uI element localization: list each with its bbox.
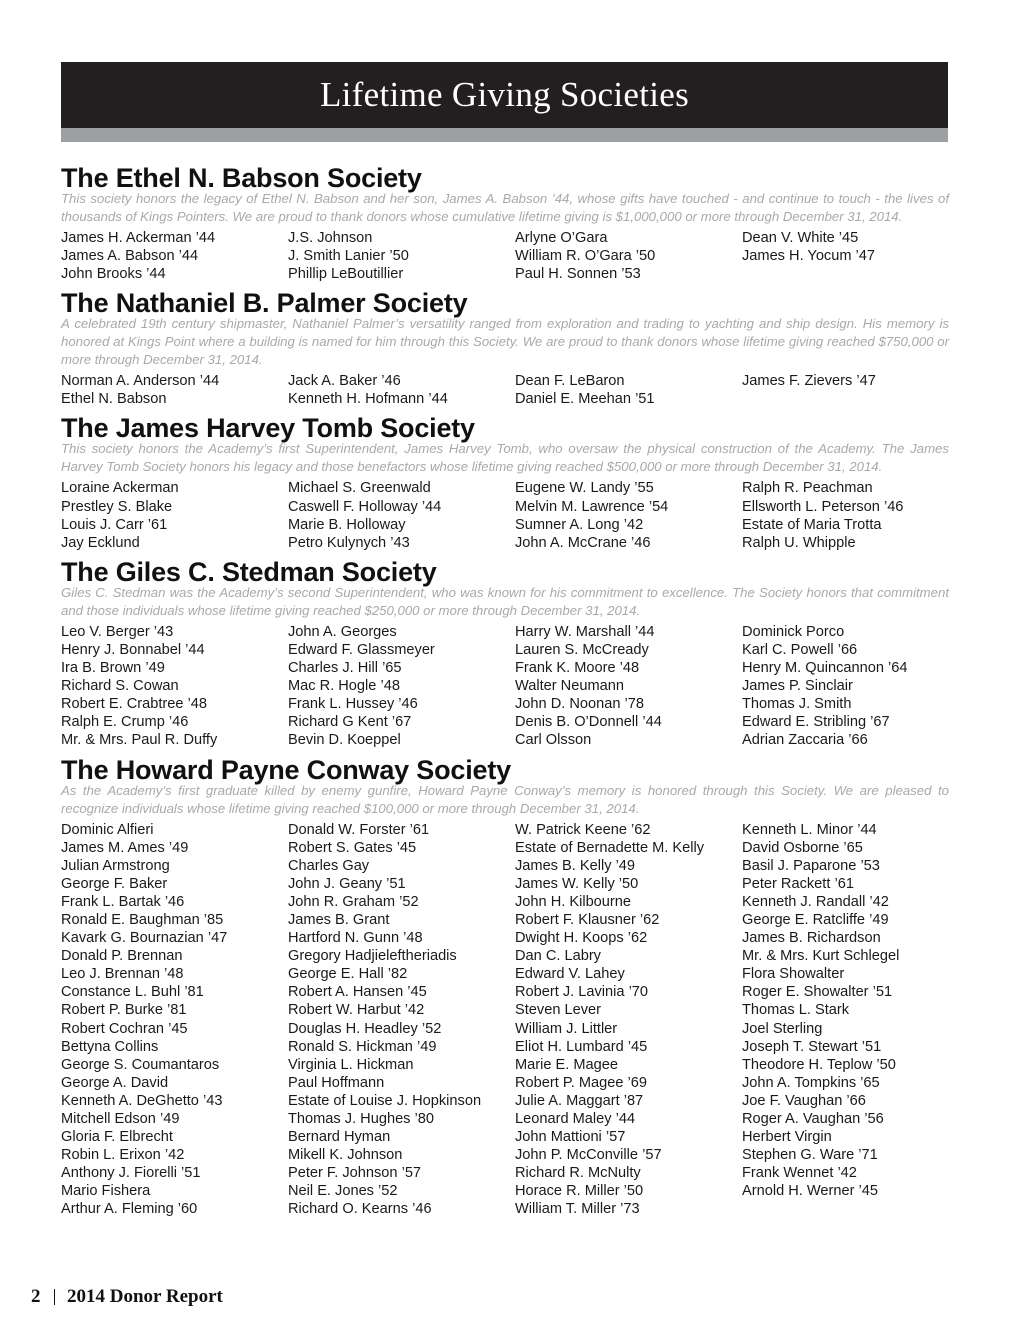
donor-name: Hartford N. Gunn ’48 [288,930,423,947]
donor-name: George E. Hall ’82 [288,966,408,983]
donor-name: Robert A. Hansen ’45 [288,984,427,1001]
society-section [61,755,949,1219]
donor-name: Dean F. LeBaron [515,373,625,390]
donor-name: Paul H. Sonnen ’53 [515,266,641,283]
donor-name: James H. Yocum ’47 [742,248,876,265]
donor-name: Charles Gay [288,857,370,874]
donor-name: Virginia L. Hickman [288,1056,414,1073]
donor-name-grid [61,623,949,750]
donor-name: Robert W. Harbut ’42 [288,1002,425,1019]
donor-name: James B. Grant [288,911,390,928]
donor-name: Dominic Alfieri [61,821,154,838]
donor-name: Frank L. Bartak ’46 [61,893,185,910]
donor-name: Robert F. Klausner ’62 [515,911,660,928]
page-footer [31,1286,223,1308]
donor-name: Ira B. Brown ’49 [61,660,165,677]
donor-column [742,479,949,551]
donor-name: David Osborne ’65 [742,839,863,856]
donor-name: Henry M. Quincannon ’64 [742,660,908,677]
donor-name: John P. McConville ’57 [515,1147,662,1164]
donor-name-grid [61,372,949,408]
donor-name: Thomas L. Stark [742,1002,850,1019]
donor-name: Neil E. Jones ’52 [288,1183,398,1200]
donor-name: Roger E. Showalter ’51 [742,984,893,1001]
donor-name: Mac R. Hogle ’48 [288,678,400,695]
donor-name: Thomas J. Smith [742,696,852,713]
donor-name: Joseph T. Stewart ’51 [742,1038,882,1055]
donor-name: Gloria F. Elbrecht [61,1129,173,1146]
donor-column [515,229,742,283]
donor-name: Walter Neumann [515,678,624,695]
donor-name: Loraine Ackerman [61,480,179,497]
society-section [61,163,949,283]
donor-name: Robert S. Gates ’45 [288,839,417,856]
donor-name: Robert J. Lavinia ’70 [515,984,649,1001]
donor-name: John A. Georges [288,623,397,640]
donor-name: Frank L. Hussey ’46 [288,696,418,713]
donor-column [61,821,288,1219]
donor-name: Paul Hoffmann [288,1074,385,1091]
society-section [61,288,949,408]
donor-name: Basil J. Paparone ’53 [742,857,880,874]
society-description: A celebrated 19th century shipmaster, Nathaniel Palmer’s versatility ranged from exploration and trading to yachting and ship design. His memory is honored at Kings Point where a building is named for him through this Society. We are proud to thank donors whose lifetime giving reached $750,000 or more through December 31, 2014. [61,316,949,368]
donor-name: James B. Richardson [742,930,881,947]
donor-name: James M. Ames ’49 [61,839,189,856]
donor-name: Dwight H. Koops ’62 [515,930,648,947]
donor-name: Kenneth H. Hofmann ’44 [288,391,448,408]
society-heading: The Ethel N. Babson Society [61,163,422,193]
donor-name: Kenneth A. DeGhetto ’43 [61,1092,223,1109]
donor-name: Julie A. Maggart ’87 [515,1092,644,1109]
donor-name: Roger A. Vaughan ’56 [742,1111,884,1127]
donor-name: Marie E. Magee [515,1056,619,1073]
donor-name: Donald W. Forster ’61 [288,821,430,838]
donor-name: Stephen G. Ware ’71 [742,1147,878,1164]
donor-name: Joe F. Vaughan ’66 [742,1092,866,1109]
donor-name: Leo J. Brennan ’48 [61,966,184,983]
society-description: Giles C. Stedman was the Academy’s second Superintendent, who was known for his commitment to excellence. The Society honors that commitment and those individuals whose lifetime giving reached $250,000 or more through December 31, 2014. [61,584,949,618]
donor-name: James P. Sinclair [742,678,853,695]
donor-name: Theodore H. Teplow ’50 [742,1056,896,1073]
donor-column [61,229,288,283]
donor-name: Ralph E. Crump ’46 [61,714,189,731]
donor-name: Bevin D. Koeppel [288,732,401,749]
society-heading: The Nathaniel B. Palmer Society [61,288,468,319]
donor-name: James W. Kelly ’50 [515,875,639,892]
donor-name: J.S. Johnson [288,230,373,246]
donor-column [288,479,515,551]
donor-name: Melvin M. Lawrence ’54 [515,498,669,515]
donor-name: Estate of Maria Trotta [742,516,882,533]
donor-name: Marie B. Holloway [288,516,406,533]
donor-name: Bernard Hyman [288,1129,391,1146]
donor-name: Ronald S. Hickman ’49 [288,1038,437,1055]
donor-name: Horace R. Miller ’50 [515,1183,644,1200]
page-title: Lifetime Giving Societies [319,75,690,114]
donor-name: Ralph U. Whipple [742,534,856,551]
donor-name: Eliot H. Lumbard ’45 [515,1038,648,1055]
donor-name: Bettyna Collins [61,1038,159,1055]
society-section [61,557,949,750]
donor-name: Kenneth J. Randall ’42 [742,893,889,910]
society-heading: The Howard Payne Conway Society [61,754,511,785]
donor-name: Kenneth L. Minor ’44 [742,821,877,838]
society-description: This society honors the legacy of Ethel N. Babson and her son, James A. Babson ’44, whose gifts have touched - and continue to touch - the lives of thousands of Kings Pointers. We are proud to thank donors whose cumulative lifetime giving is $1,000,000 or more through December 31, 2014. [61,191,949,224]
donor-name: Leo V. Berger ’43 [61,623,174,640]
donor-name: Jack A. Baker ’46 [288,373,401,390]
donor-name: Ronald E. Baughman ’85 [61,911,224,928]
donor-column [515,821,742,1219]
donor-name: Thomas J. Hughes ’80 [288,1111,435,1127]
donor-name: Peter Rackett ’61 [742,875,854,892]
donor-name: John R. Graham ’52 [288,893,419,910]
donor-column [742,229,949,283]
donor-name: Carl Olsson [515,732,592,749]
donor-name: Daniel E. Meehan ’51 [515,391,655,408]
donor-name: Karl C. Powell ’66 [742,641,858,658]
societies-content [61,163,949,1224]
donor-name: Donald P. Brennan [61,948,183,965]
donor-name: Ralph R. Peachman [742,480,873,497]
donor-name: John J. Geany ’51 [288,875,406,892]
society-heading: The James Harvey Tomb Society [61,413,475,444]
donor-name: Mikell K. Johnson [288,1147,403,1164]
donor-name: Joel Sterling [742,1020,823,1037]
donor-name: Charles J. Hill ’65 [288,660,402,677]
donor-column [515,479,742,551]
donor-name: Michael S. Greenwald [288,480,431,497]
donor-name: Steven Lever [515,1002,601,1019]
donor-name: Robin L. Erixon ’42 [61,1147,185,1164]
donor-name: George E. Ratcliffe ’49 [742,911,889,928]
page-header-band [61,62,948,128]
donor-name: Jay Ecklund [61,534,140,551]
donor-name: Mr. & Mrs. Paul R. Duffy [61,732,218,749]
donor-name: Richard R. McNulty [515,1165,641,1182]
donor-column [742,623,949,750]
donor-name: Arnold H. Werner ’45 [742,1183,878,1200]
report-title: 2014 Donor Report [67,1286,223,1307]
donor-name: Arlyne O’Gara [515,230,608,246]
donor-name: Ethel N. Babson [61,391,167,408]
donor-name: Robert E. Crabtree ’48 [61,696,208,713]
footer-divider [54,1289,56,1305]
society-description: This society honors the Academy’s first Superintendent, James Harvey Tomb, who oversaw the physical construction of the Academy. The James Harvey Tomb Society honors his legacy and those benefactors whose lifetime giving reached $500,000 or more through December 31, 2014. [61,441,949,475]
donor-column [288,623,515,750]
donor-column [288,229,515,283]
donor-name: Eugene W. Landy ’55 [515,480,654,497]
donor-name: Kavark G. Bournazian ’47 [61,930,228,947]
donor-name: John A. Tompkins ’65 [742,1074,880,1091]
donor-name: Estate of Bernadette M. Kelly [515,839,705,856]
donor-column [742,372,949,408]
donor-name: Gregory Hadjieleftheriadis [288,948,457,965]
donor-name: Dominick Porco [742,623,845,640]
donor-name: John D. Noonan ’78 [515,696,644,713]
donor-name: Dan C. Labry [515,948,601,965]
donor-name: Constance L. Buhl ’81 [61,984,204,1001]
donor-name: Henry J. Bonnabel ’44 [61,641,205,658]
donor-name: Adrian Zaccaria ’66 [742,732,868,749]
donor-name: Ellsworth L. Peterson ’46 [742,498,904,515]
donor-name: Estate of Louise J. Hopkinson [288,1092,482,1109]
header-divider [61,128,948,142]
donor-name: Mario Fishera [61,1183,151,1200]
donor-column [515,372,742,408]
donor-name: Norman A. Anderson ’44 [61,373,220,390]
donor-name: Robert P. Magee ’69 [515,1074,647,1091]
donor-name: Herbert Virgin [742,1129,832,1146]
society-section [61,413,949,551]
donor-name: W. Patrick Keene ’62 [515,821,651,838]
donor-column [515,623,742,750]
donor-name: Denis B. O’Donnell ’44 [515,714,662,731]
donor-name: Caswell F. Holloway ’44 [288,498,442,515]
donor-name: John H. Kilbourne [515,893,632,910]
donor-name: John Brooks ’44 [61,266,166,283]
donor-name: Edward V. Lahey [515,966,625,983]
donor-name: John A. McCrane ’46 [515,534,651,551]
donor-name: James B. Kelly ’49 [515,857,636,874]
donor-name: Robert P. Burke ’81 [61,1002,187,1019]
donor-column [288,372,515,408]
donor-name: Leonard Maley ’44 [515,1111,636,1127]
donor-name: Peter F. Johnson ’57 [288,1165,422,1182]
donor-name: James F. Zievers ’47 [742,373,876,390]
donor-name: William J. Littler [515,1020,618,1037]
donor-name: Phillip LeBoutillier [288,266,404,283]
donor-column [742,821,949,1219]
donor-name: Frank K. Moore ’48 [515,660,640,677]
donor-name: George A. David [61,1074,169,1091]
donor-name-grid [61,821,949,1219]
donor-column [61,372,288,408]
donor-name: George F. Baker [61,875,168,892]
donor-name: Richard S. Cowan [61,678,179,695]
donor-name: Douglas H. Headley ’52 [288,1020,442,1037]
donor-name: Richard G Kent ’67 [288,714,412,731]
page-number: 2 [31,1286,41,1307]
donor-name: Julian Armstrong [61,857,170,874]
donor-name: George S. Coumantaros [61,1056,220,1073]
society-heading: The Giles C. Stedman Society [61,556,437,587]
donor-name: James H. Ackerman ’44 [61,230,216,246]
donor-name: William T. Miller ’73 [515,1201,640,1218]
donor-name: Edward F. Glassmeyer [288,641,435,658]
donor-name-grid [61,229,949,283]
donor-name: Flora Showalter [742,966,845,983]
donor-name: Richard O. Kearns ’46 [288,1201,432,1218]
donor-name: Petro Kulynych ’43 [288,534,410,551]
donor-name: Arthur A. Fleming ’60 [61,1201,198,1218]
society-description: As the Academy’s first graduate killed by enemy gunfire, Howard Payne Conway’s memory is honored through this Society. We are pleased to recognize individuals whose lifetime giving reached $100,000 or more through December 31, 2014. [61,782,949,816]
donor-column [288,821,515,1219]
donor-name: Louis J. Carr ’61 [61,516,168,533]
donor-name: Frank Wennet ’42 [742,1165,857,1182]
donor-name: Dean V. White ’45 [742,230,859,246]
donor-name: James A. Babson ’44 [61,248,199,265]
donor-column [61,479,288,551]
donor-name: Sumner A. Long ’42 [515,516,644,533]
donor-name: John Mattioni ’57 [515,1129,626,1146]
donor-name: Mr. & Mrs. Kurt Schlegel [742,948,900,965]
donor-name: Anthony J. Fiorelli ’51 [61,1165,201,1182]
donor-name: Edward E. Stribling ’67 [742,714,890,731]
donor-column [61,623,288,750]
donor-name: Mitchell Edson ’49 [61,1111,180,1127]
donor-name: Robert Cochran ’45 [61,1020,188,1037]
donor-name: Prestley S. Blake [61,498,173,515]
donor-name: William R. O’Gara ’50 [515,248,656,265]
donor-name: J. Smith Lanier ’50 [288,248,409,265]
donor-name-grid [61,479,949,551]
donor-name: Lauren S. McCready [515,641,649,658]
donor-name: Harry W. Marshall ’44 [515,623,655,640]
